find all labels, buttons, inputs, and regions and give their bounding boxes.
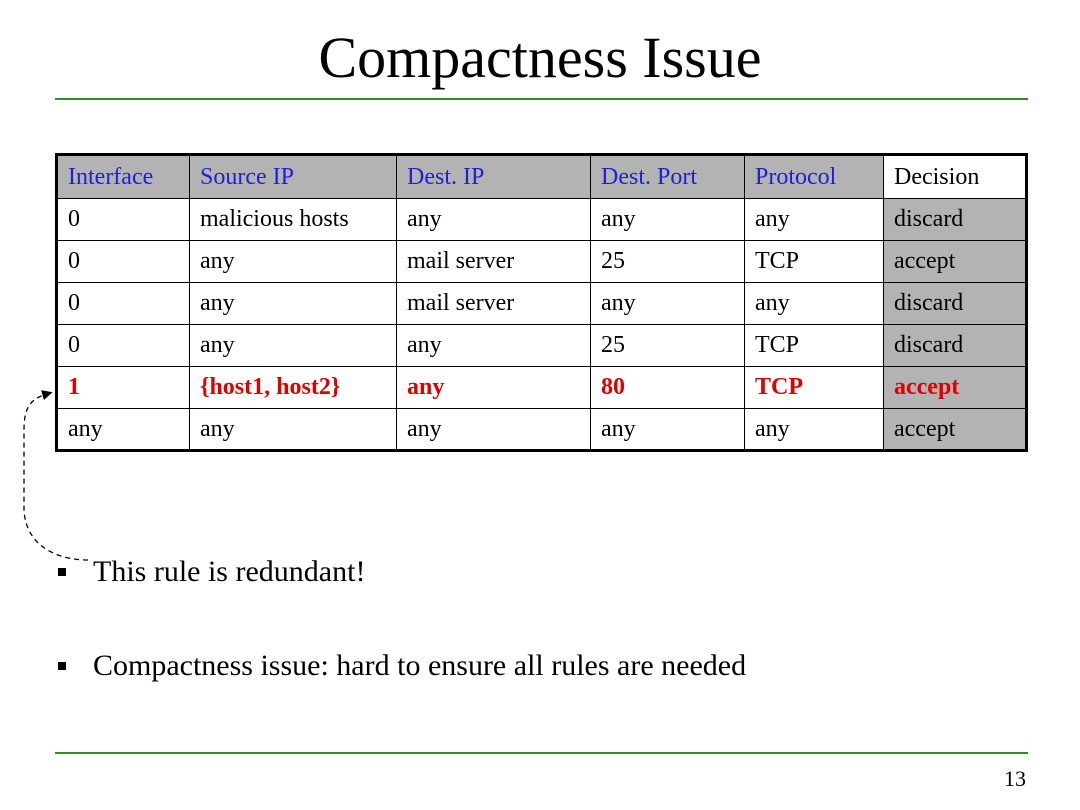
cell-dest-port: any <box>591 409 745 451</box>
cell-dest-port: any <box>591 199 745 241</box>
cell-dest-ip: any <box>397 367 591 409</box>
cell-protocol: any <box>745 409 884 451</box>
table-header-row <box>57 155 1027 199</box>
cell-decision: accept <box>884 409 1027 451</box>
cell-dest-port: 25 <box>591 241 745 283</box>
cell-dest-ip: any <box>397 409 591 451</box>
cell-interface: 0 <box>57 199 190 241</box>
table-row <box>57 283 1027 325</box>
cell-protocol: any <box>745 199 884 241</box>
cell-source-ip: malicious hosts <box>190 199 397 241</box>
header-decision: Decision <box>884 155 1027 199</box>
cell-source-ip: any <box>190 283 397 325</box>
cell-source-ip: any <box>190 241 397 283</box>
cell-dest-ip: mail server <box>397 283 591 325</box>
title-divider <box>55 98 1028 100</box>
slide-title: Compactness Issue <box>318 25 762 90</box>
bullet-text: Compactness issue: hard to ensure all rules are needed <box>93 649 747 682</box>
cell-interface: 0 <box>57 241 190 283</box>
cell-source-ip: any <box>190 325 397 367</box>
arrow-path <box>24 393 88 560</box>
cell-decision: discard <box>884 199 1027 241</box>
cell-source-ip: {host1, host2} <box>190 367 397 409</box>
cell-protocol: TCP <box>745 367 884 409</box>
cell-decision: accept <box>884 367 1027 409</box>
cell-protocol: any <box>745 283 884 325</box>
bullet-square-icon <box>58 568 66 576</box>
bullet-text: This rule is redundant! <box>93 555 366 588</box>
cell-interface: 0 <box>57 325 190 367</box>
cell-decision: discard <box>884 283 1027 325</box>
page-number: 13 <box>1004 766 1026 791</box>
cell-dest-port: any <box>591 283 745 325</box>
firewall-rule-table <box>55 153 1028 452</box>
footer-divider <box>55 752 1028 754</box>
header-dest-ip: Dest. IP <box>397 155 591 199</box>
cell-dest-ip: any <box>397 199 591 241</box>
header-source-ip: Source IP <box>190 155 397 199</box>
cell-dest-port: 80 <box>591 367 745 409</box>
cell-dest-ip: mail server <box>397 241 591 283</box>
table-row <box>57 409 1027 451</box>
cell-source-ip: any <box>190 409 397 451</box>
header-interface: Interface <box>57 155 190 199</box>
bullet-square-icon <box>58 662 66 670</box>
table-row <box>57 199 1027 241</box>
cell-protocol: TCP <box>745 325 884 367</box>
cell-dest-port: 25 <box>591 325 745 367</box>
header-protocol: Protocol <box>745 155 884 199</box>
cell-dest-ip: any <box>397 325 591 367</box>
cell-decision: accept <box>884 241 1027 283</box>
table-row-redundant-highlighted <box>57 367 1027 409</box>
cell-interface: 1 <box>57 367 190 409</box>
cell-protocol: TCP <box>745 241 884 283</box>
cell-decision: discard <box>884 325 1027 367</box>
header-dest-port: Dest. Port <box>591 155 745 199</box>
table-row <box>57 241 1027 283</box>
cell-interface: 0 <box>57 283 190 325</box>
cell-interface: any <box>57 409 190 451</box>
dashed-arrow-connector <box>0 0 120 600</box>
table-row <box>57 325 1027 367</box>
